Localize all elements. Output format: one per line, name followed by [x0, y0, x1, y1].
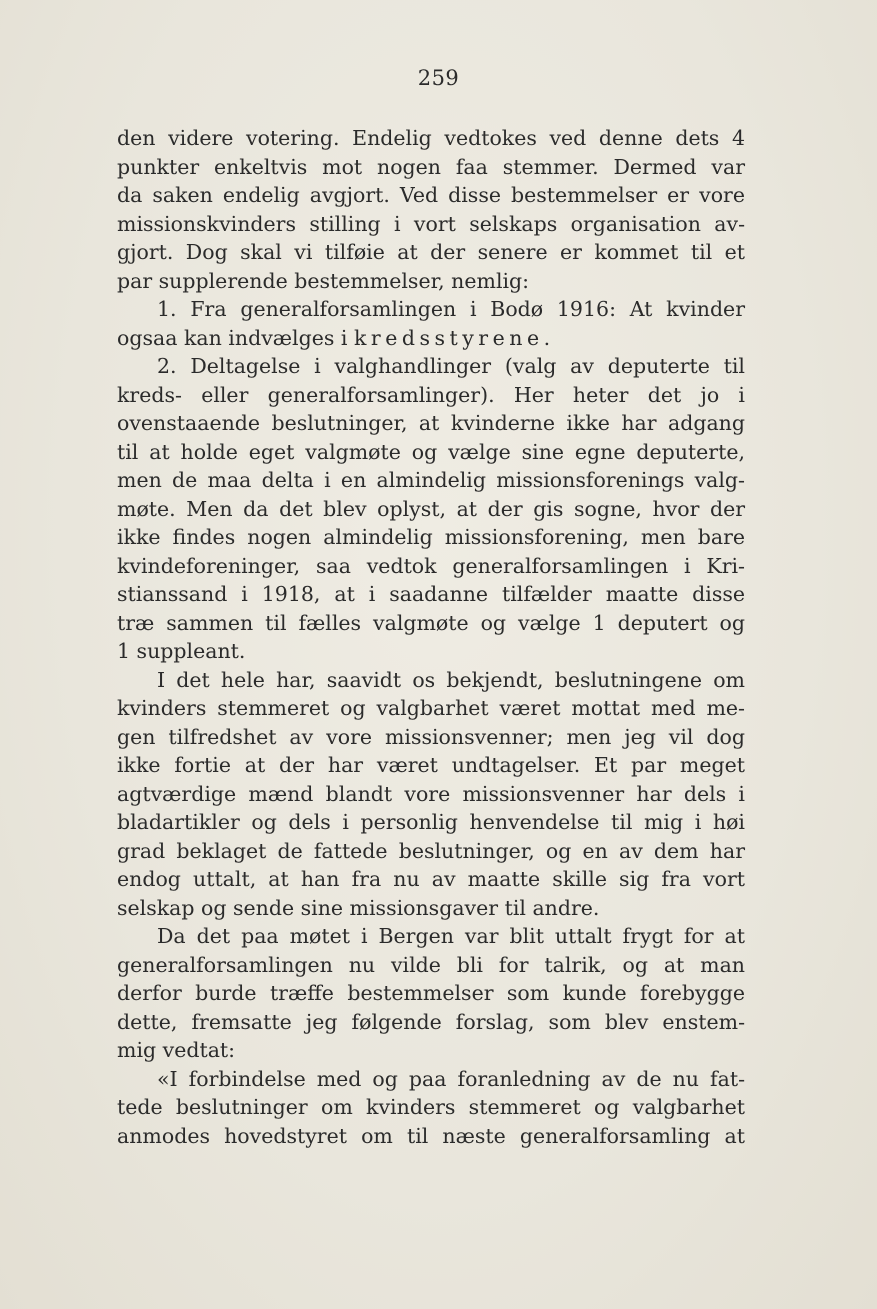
text-line: 1. Fra generalforsamlingen i Bodø 1916: At kvinder — [157, 297, 745, 321]
text-line: grad beklaget de fattede beslutninger, og en av dem har — [117, 838, 745, 863]
text-line: anmodes hovedstyret om til næste generalforsamling at — [117, 1123, 745, 1148]
text-line: bladartikler og dels i personlig henvendelse til mig i høi — [117, 810, 745, 834]
text-line — [117, 324, 745, 353]
text-line: til at holde eget valgmøte og vælge sine egne deputerte, — [117, 439, 745, 464]
text-line: gen tilfredshet av vore missionsvenner; men jeg vil dog — [117, 724, 745, 749]
text-line: træ sammen til fælles valgmøte og vælge 1 deputert og — [117, 610, 745, 635]
text-line: selskap og sende sine missionsgaver til andre. — [117, 895, 600, 920]
text-line: gjort. Dog skal vi tilføie at der senere er kommet til et — [117, 240, 745, 264]
text-line: møte. Men da det blev oplyst, at der gis sogne, hvor der — [117, 496, 745, 521]
text-line: ikke fortie at der har været undtagelser. Et par meget — [117, 753, 745, 777]
page-number: 259 — [417, 66, 460, 90]
text-line: I det hele har, saavidt os bekjendt, beslutningene om — [157, 667, 745, 692]
text-line: da saken endelig avgjort. Ved disse bestemmelser er vore — [117, 183, 745, 207]
text-line: stianssand i 1918, at i saadanne tilfælder maatte disse — [117, 582, 745, 606]
text-line: mig vedtat: — [117, 1038, 236, 1062]
body-text — [117, 124, 745, 1150]
text-line: kvinders stemmeret og valgbarhet været mottat med me- — [117, 696, 745, 720]
text-line: generalforsamlingen nu vilde bli for talrik, og at man — [117, 952, 745, 977]
text-line: kreds- eller generalforsamlinger). Her heter det jo i — [117, 382, 745, 407]
text-line: Da det paa møtet i Bergen var blit uttalt frygt for at — [157, 924, 745, 948]
text-segment: ogsaa kan indvælges i — [117, 325, 354, 350]
text-line: agtværdige mænd blandt vore missionsvenner har dels i — [117, 781, 745, 806]
text-line: dette, fremsatte jeg følgende forslag, som blev enstem- — [117, 1009, 745, 1034]
text-line: punkter enkeltvis mot nogen faa stemmer. Dermed var — [117, 154, 745, 179]
text-line: kvindeforeninger, saa vedtok generalforsamlingen i Kri- — [117, 553, 745, 578]
text-line: endog uttalt, at han fra nu av maatte skille sig fra vort — [117, 867, 745, 891]
text-line: ikke findes nogen almindelig missionsforening, men bare — [117, 525, 745, 549]
emphasized-text: kredsstyrene. — [353, 325, 555, 350]
text-line: ovenstaaende beslutninger, at kvinderne ikke har adgang — [117, 411, 745, 435]
text-line: missionskvinders stilling i vort selskaps organisation av- — [117, 211, 745, 236]
text-line: derfor burde træffe bestemmelser som kunde forebygge — [117, 981, 745, 1005]
text-line: «I forbindelse med og paa foranledning av de nu fat- — [157, 1066, 745, 1091]
text-line: men de maa delta i en almindelig missionsforenings valg- — [117, 468, 745, 492]
text-line: den videre votering. Endelig vedtokes ved denne dets 4 — [117, 126, 745, 150]
text-line: 1 suppleant. — [117, 639, 246, 663]
text-line: 2. Deltagelse i valghandlinger (valg av deputerte til — [157, 354, 745, 378]
text-line: tede beslutninger om kvinders stemmeret og valgbarhet — [117, 1095, 745, 1119]
text-line: par supplerende bestemmelser, nemlig: — [117, 268, 530, 293]
